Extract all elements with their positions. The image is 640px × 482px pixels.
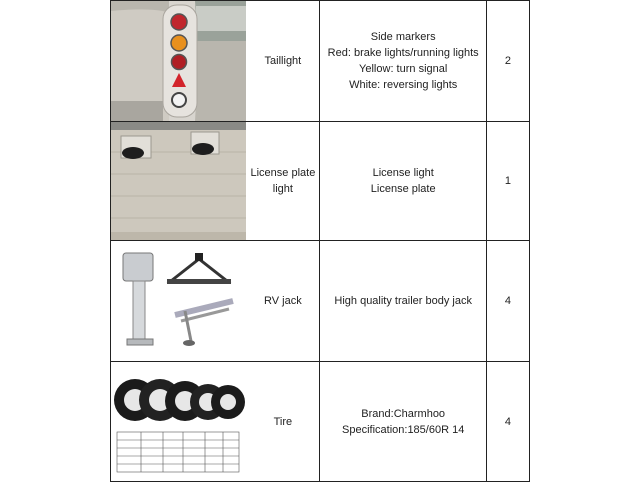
item-name: Taillight (246, 1, 320, 122)
taillight-photo (111, 1, 246, 122)
description-line: License plate (370, 183, 436, 195)
spec-table (110, 0, 530, 482)
table-row (111, 122, 530, 241)
item-quantity: 4 (486, 362, 529, 482)
description-line: Side markers (370, 31, 436, 43)
table-row (111, 362, 530, 482)
item-description (320, 362, 486, 482)
table-row (111, 1, 530, 122)
item-description (320, 1, 486, 122)
item-name: License plate light (246, 122, 320, 241)
tire-photo (111, 362, 246, 482)
description-line: Red: brake lights/running lights (327, 47, 479, 59)
item-description (320, 122, 486, 241)
item-description (320, 241, 486, 362)
description-line: Specification:185/60R 14 (342, 423, 465, 436)
table-row (111, 241, 530, 362)
item-quantity: 4 (486, 241, 529, 362)
description-line: High quality trailer body jack (334, 295, 472, 307)
item-quantity: 2 (486, 1, 529, 122)
description-line: Yellow: turn signal (359, 63, 448, 75)
rv-jack-photo-icon (111, 241, 246, 361)
description-line: White: reversing lights (349, 79, 458, 91)
taillight-photo-icon (111, 1, 246, 121)
tire-photo-icon (111, 362, 246, 481)
rv-jack-photo (111, 241, 246, 362)
item-name: RV jack (246, 241, 320, 362)
item-quantity: 1 (486, 122, 529, 241)
license-plate-light-photo-icon (111, 122, 246, 240)
license-plate-light-photo (111, 122, 246, 241)
description-line: License light (372, 167, 434, 179)
item-name: Tire (246, 362, 320, 482)
description-line: Brand:Charmhoo (361, 407, 446, 420)
